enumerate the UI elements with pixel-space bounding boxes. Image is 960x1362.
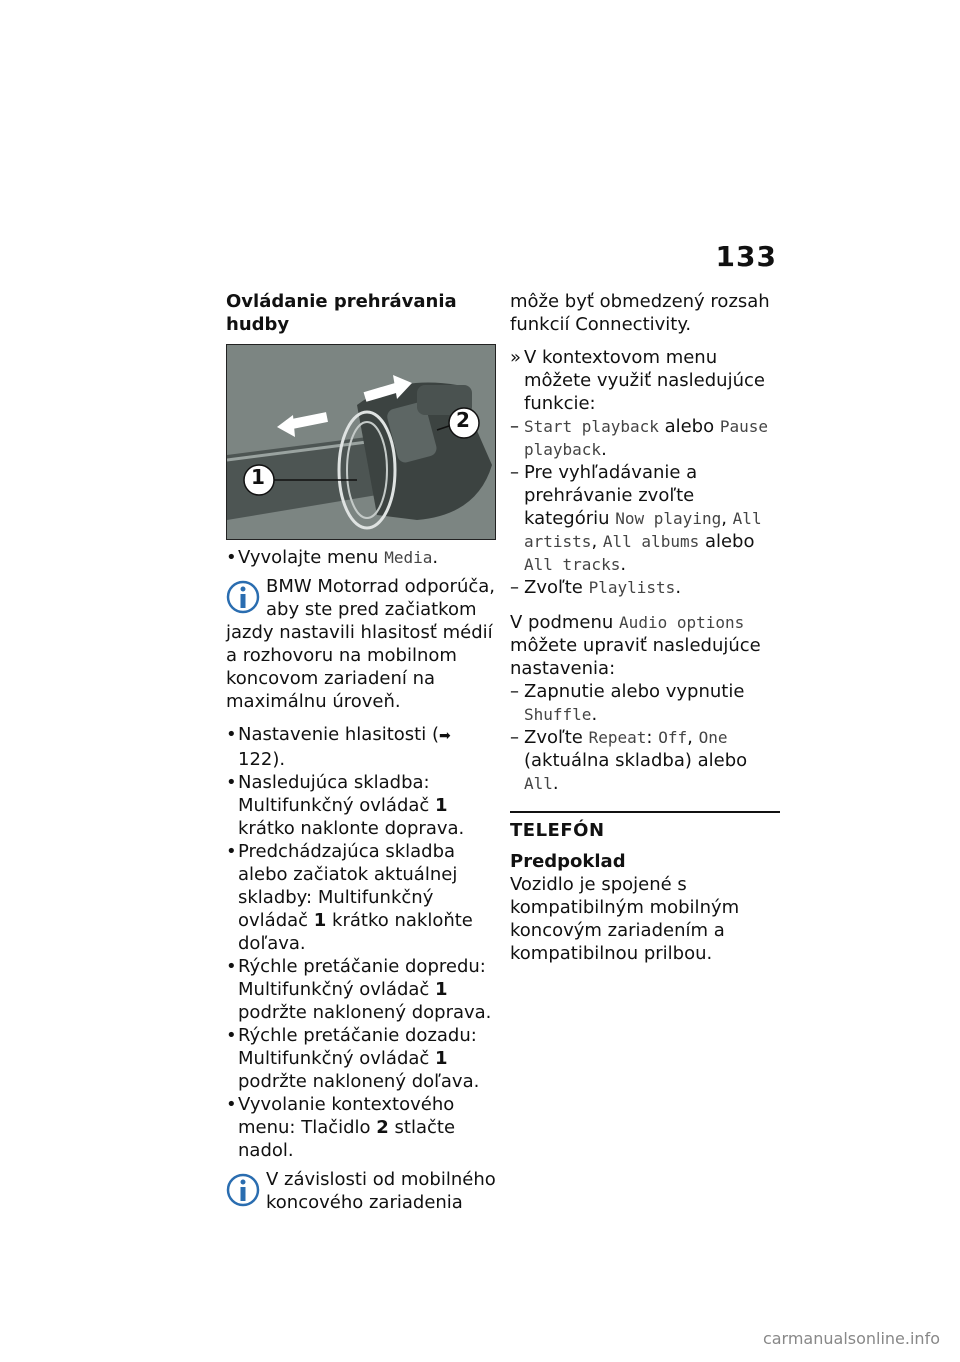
item-text: Vyvolanie kontextového menu: Tlačidlo [238,1094,455,1138]
menu-option: Playlists [588,578,676,597]
info-note [226,1168,496,1214]
dash-item [510,726,780,795]
item-text: podržte naklonený doprava. [238,1002,492,1023]
note-text: V závislosti od mobilného koncového zariadenia [266,1169,496,1213]
item-text: . [432,547,439,568]
list-item [226,1093,496,1162]
item-text: môžete upraviť nasledujúce nastavenia: [510,635,761,679]
section-title: TELEFÓN [510,820,605,841]
note-text: BMW Motorrad odporúča, aby ste pred začiatkom jazdy nastavili hlasitosť médií a rozhovoru na mobilnom koncovom zariadení na maximálnu úroveň. [226,576,496,712]
reference-arrow-icon: ➡ [438,728,451,744]
item-text: Nastavenie hlasitosti ( [238,724,439,745]
menu-option: All [524,774,553,793]
control-number: 2 [376,1117,389,1138]
page-reference: 122 [238,749,273,770]
item-text: krátko naklonte doprava. [238,818,465,839]
item-text: Pre vyhľadávanie a prehrávanie zvoľte kategóriu [524,462,698,529]
dash-item [510,680,780,726]
item-text: . [620,554,627,575]
list-item [226,546,496,569]
callout-label-1: 1 [251,465,265,489]
item-text: Vyvolajte menu [238,547,385,568]
subsection-title: Predpoklad [510,851,626,872]
info-note [226,575,496,713]
dash-item [510,461,780,576]
dash-item [510,415,780,461]
handlebar-figure [226,344,496,540]
item-text: , [591,531,603,552]
item-text: Zvoľte [524,727,589,748]
item-text: . [675,577,682,598]
item-text: Zapnutie alebo vypnutie [524,681,745,702]
item-text: . [591,704,598,725]
watermark: carmanualsonline.info [762,1329,940,1348]
item-text: ). [272,749,286,770]
handlebar-illustration [227,345,495,539]
item-text: Zvoľte [524,577,589,598]
control-number: 1 [435,979,448,1000]
menu-option: Pause playback [524,417,769,459]
right-column [510,290,780,975]
step-text: V kontextovom menu môžete využiť nasledujúce funkcie: [524,347,765,414]
item-text: : [646,727,659,748]
control-number: 1 [313,910,327,931]
menu-name: Media [384,548,433,567]
paragraph: môže byť obmedzený rozsah funkcií Connectivity. [510,291,770,335]
info-icon [226,577,260,617]
item-text: Rýchle pretáčanie dozadu: Multifunkčný ovládač [238,1025,477,1069]
menu-option: Repeat [588,728,647,747]
menu-option: Audio options [619,613,745,632]
section-heading: Ovládanie prehrávania hudby [226,291,457,335]
callout-label-2: 2 [456,408,470,432]
item-text: , [721,508,733,529]
paragraph: Vozidlo je spojené s kompatibilným mobilným koncovým zariadením a kompatibilnou prilbou. [510,874,740,964]
item-text: Rýchle pretáčanie dopredu: Multifunkčný ovládač [238,956,486,1000]
item-text: alebo [658,416,720,437]
control-number: 1 [435,1048,448,1069]
item-text: Predchádzajúca skladba alebo začiatok aktuálnej skladby: Multifunkčný ovládač [238,841,458,931]
menu-option: All artists [524,509,762,551]
item-text: . [552,773,559,794]
left-column [226,290,496,1224]
menu-option: All tracks [524,555,621,574]
menu-option: Now playing [615,509,722,528]
page-number: 133 [715,240,777,273]
item-text: (aktuálna skladba) alebo [524,750,748,771]
item-text: , [687,727,699,748]
item-text: podržte naklonený doľava. [238,1071,480,1092]
section-divider [510,811,780,813]
control-number: 1 [435,795,448,816]
menu-option: Start playback [524,417,659,436]
item-text: V podmenu [510,612,620,633]
menu-option: One [698,728,728,747]
item-text: krátko nakloňte doľava. [238,910,473,954]
list-item [226,840,496,955]
menu-option: Off [658,728,688,747]
menu-option: Shuffle [524,705,592,724]
list-item [226,955,496,1024]
item-text: . [601,439,607,460]
item-text: stlačte nadol. [238,1117,456,1161]
paragraph [510,611,780,680]
item-text: alebo [699,531,755,552]
instruction-step [510,346,780,415]
list-item [226,1024,496,1093]
list-item [226,723,496,771]
menu-option: All albums [602,532,700,551]
dash-item [510,576,780,599]
list-item [226,771,496,840]
item-text: Nasledujúca skladba: Multifunkčný ovládač [238,772,436,816]
info-icon [226,1170,260,1210]
